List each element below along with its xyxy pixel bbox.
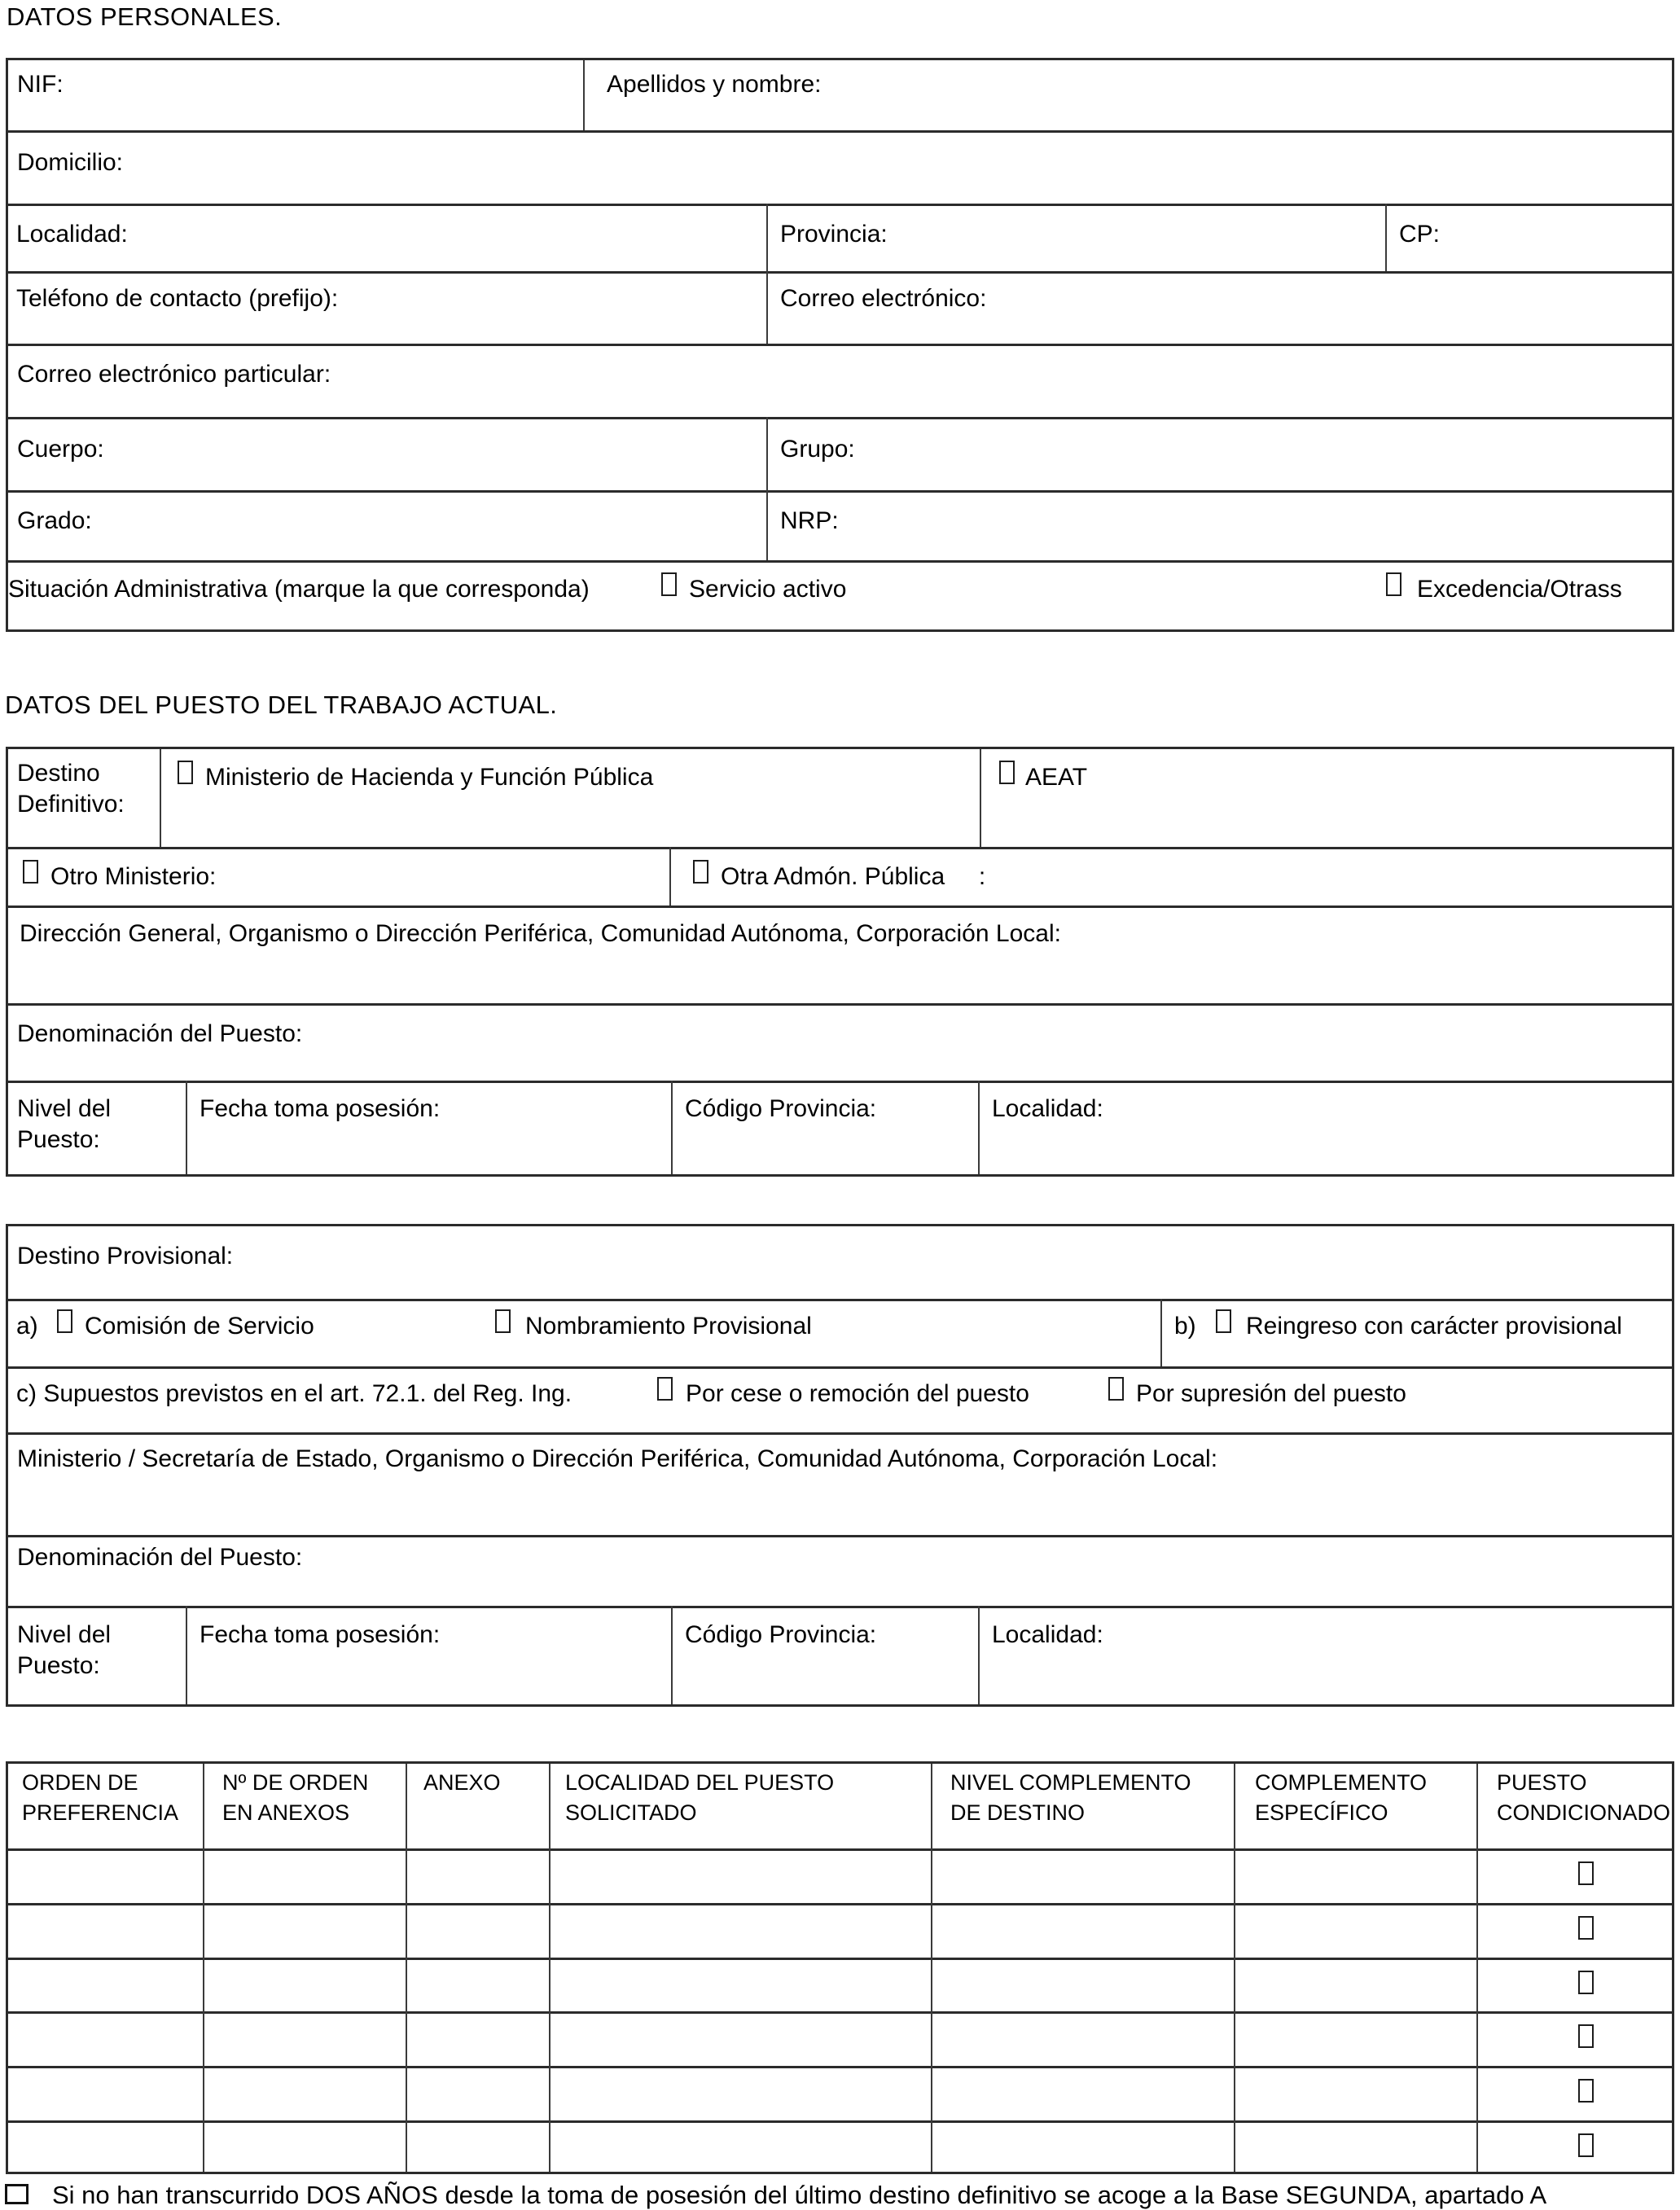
grid-line xyxy=(186,1081,187,1174)
reingreso-label: Reingreso con carácter provisional xyxy=(1246,1313,1622,1340)
otro-ministerio-label: Otro Ministerio: xyxy=(50,863,217,890)
grado-field-label: Grado: xyxy=(17,507,92,534)
grid-line xyxy=(671,1081,673,1174)
grid-line xyxy=(931,1764,932,2172)
domicilio-field-label: Domicilio: xyxy=(17,149,124,176)
checkbox-base-segunda[interactable] xyxy=(5,2184,29,2204)
footer-note: Si no han transcurrido DOS AÑOS desde la toma de posesión del último destino definitivo se acoge a la Base SEGUNDA, apartado A xyxy=(52,2181,1547,2209)
option-a-label: a) xyxy=(16,1313,38,1340)
grid-line xyxy=(8,271,1672,274)
provincia-field-label: Provincia: xyxy=(780,221,888,248)
grid-line xyxy=(8,1903,1672,1905)
cuerpo-field-label: Cuerpo: xyxy=(17,436,104,463)
localidad-field-label: Localidad: xyxy=(16,221,128,248)
checkbox-otra-admon[interactable] xyxy=(693,860,708,884)
grupo-field-label: Grupo: xyxy=(780,436,855,463)
destino-provisional-label: Destino Provisional: xyxy=(17,1243,234,1269)
section-title-datos-personales: DATOS PERSONALES. xyxy=(7,2,283,31)
option-c-label: c) Supuestos previstos en el art. 72.1. del Reg. Ing. xyxy=(16,1380,572,1407)
grid-line xyxy=(1234,1764,1235,2172)
grid-line xyxy=(978,1081,980,1174)
codigo-provincia2-label: Código Provincia: xyxy=(685,1621,877,1648)
grid-line xyxy=(8,1081,1672,1083)
localidad-puesto2-label: Localidad: xyxy=(992,1621,1103,1648)
aeat-label: AEAT xyxy=(1025,764,1088,791)
grid-line xyxy=(8,1432,1672,1435)
grid-line xyxy=(766,204,768,271)
por-cese-label: Por cese o remoción del puesto xyxy=(686,1380,1029,1407)
grid-line xyxy=(8,2011,1672,2014)
grid-line xyxy=(671,1606,673,1704)
column-header-orden-preferencia: ORDEN DE PREFERENCIA xyxy=(22,1770,179,1825)
grid-line xyxy=(8,1606,1672,1608)
grid-line xyxy=(549,1764,550,2172)
nivel-puesto2-label: Nivel del Puesto: xyxy=(17,1621,112,1679)
grid-line xyxy=(406,1764,407,2172)
grid-line xyxy=(8,204,1672,206)
section-title-puesto-actual: DATOS DEL PUESTO DEL TRABAJO ACTUAL. xyxy=(5,691,558,719)
direccion-general-label: Dirección General, Organismo o Dirección Periférica, Comunidad Autónoma, Corporación Local: xyxy=(20,920,1061,947)
correo-field-label: Correo electrónico: xyxy=(780,285,987,312)
grid-line xyxy=(8,417,1672,419)
checkbox-puesto-condicionado-row-2[interactable] xyxy=(1578,1916,1594,1940)
grid-line xyxy=(8,1535,1672,1537)
grid-line xyxy=(8,1366,1672,1369)
localidad-puesto-label: Localidad: xyxy=(992,1095,1103,1122)
checkbox-por-cese[interactable] xyxy=(657,1377,673,1401)
grid-line xyxy=(8,490,1672,493)
servicio-activo-label: Servicio activo xyxy=(689,576,847,603)
grid-line xyxy=(8,1958,1672,1960)
telefono-field-label: Teléfono de contacto (prefijo): xyxy=(16,285,339,312)
checkbox-servicio-activo[interactable] xyxy=(661,572,677,596)
fecha-posesion2-label: Fecha toma posesión: xyxy=(200,1621,441,1648)
por-supresion-label: Por supresión del puesto xyxy=(1136,1380,1406,1407)
grid-line xyxy=(1385,204,1387,271)
codigo-provincia-label: Código Provincia: xyxy=(685,1095,877,1122)
grid-line xyxy=(8,1003,1672,1006)
grid-line xyxy=(8,905,1672,908)
fecha-posesion-label: Fecha toma posesión: xyxy=(200,1095,441,1122)
destino-definitivo-label: Destino Definitivo: xyxy=(17,760,125,818)
column-header-anexo: ANEXO xyxy=(423,1770,501,1795)
nivel-puesto-label: Nivel del Puesto: xyxy=(17,1095,112,1153)
checkbox-comision-servicio[interactable] xyxy=(57,1309,72,1333)
grid-line xyxy=(203,1764,204,2172)
checkbox-excedencia[interactable] xyxy=(1386,572,1401,596)
checkbox-por-supresion[interactable] xyxy=(1108,1377,1124,1401)
grid-line xyxy=(8,1848,1672,1851)
grid-line xyxy=(8,1299,1672,1301)
checkbox-puesto-condicionado-row-5[interactable] xyxy=(1578,2079,1594,2103)
checkbox-puesto-condicionado-row-1[interactable] xyxy=(1578,1861,1594,1885)
column-header-complemento-especifico: COMPLEMENTO ESPECÍFICO xyxy=(1255,1770,1428,1825)
column-header-puesto-condicionado: PUESTO CONDICIONADO xyxy=(1497,1770,1671,1825)
grid-line xyxy=(766,271,768,344)
grid-line xyxy=(1160,1299,1162,1366)
table-datos-personales xyxy=(6,58,1674,632)
denominacion-puesto2-label: Denominación del Puesto: xyxy=(17,1544,303,1571)
apellidos-field-label: Apellidos y nombre: xyxy=(607,71,822,98)
grid-line xyxy=(978,1606,980,1704)
grid-line xyxy=(160,749,161,847)
nrp-field-label: NRP: xyxy=(780,507,839,534)
grid-line xyxy=(980,749,981,847)
ministerio-hacienda-label: Ministerio de Hacienda y Función Pública xyxy=(205,764,654,791)
grid-line xyxy=(186,1606,187,1704)
column-header-nivel-complemento: NIVEL COMPLEMENTO DE DESTINO xyxy=(950,1770,1191,1825)
grid-line xyxy=(8,130,1672,133)
checkbox-puesto-condicionado-row-4[interactable] xyxy=(1578,2024,1594,2048)
grid-line xyxy=(766,490,768,560)
grid-line xyxy=(766,417,768,490)
grid-line xyxy=(583,60,585,130)
ministerio-secretaria-label: Ministerio / Secretaría de Estado, Organismo o Dirección Periférica, Comunidad Autónoma, Corporación Local: xyxy=(17,1445,1218,1472)
grid-line xyxy=(8,560,1672,563)
excedencia-label: Excedencia/Otrass xyxy=(1417,576,1622,603)
grid-line xyxy=(8,2120,1672,2123)
column-header-num-orden: Nº DE ORDEN EN ANEXOS xyxy=(222,1770,369,1825)
checkbox-nombramiento-provisional[interactable] xyxy=(495,1309,511,1333)
denominacion-puesto-label: Denominación del Puesto: xyxy=(17,1020,303,1047)
comision-servicio-label: Comisión de Servicio xyxy=(85,1313,314,1340)
checkbox-otro-ministerio[interactable] xyxy=(23,860,38,884)
checkbox-reingreso[interactable] xyxy=(1216,1309,1231,1333)
grid-line xyxy=(8,344,1672,346)
option-b-label: b) xyxy=(1174,1313,1196,1340)
checkbox-aeat[interactable] xyxy=(999,761,1015,784)
otra-admon-label: Otra Admón. Pública : xyxy=(721,863,986,890)
cp-field-label: CP: xyxy=(1399,221,1441,248)
grid-line xyxy=(1476,1764,1478,2172)
nombramiento-provisional-label: Nombramiento Provisional xyxy=(525,1313,812,1340)
situacion-administrativa-label: Situación Administrativa (marque la que corresponda) xyxy=(8,576,590,603)
column-header-localidad-solicitado: LOCALIDAD DEL PUESTO SOLICITADO xyxy=(565,1770,835,1825)
checkbox-puesto-condicionado-row-6[interactable] xyxy=(1578,2133,1594,2157)
grid-line xyxy=(8,2066,1672,2068)
grid-line xyxy=(8,847,1672,849)
checkbox-ministerio-hacienda[interactable] xyxy=(178,761,193,784)
grid-line xyxy=(669,847,671,905)
nif-field-label: NIF: xyxy=(17,71,64,98)
correo-particular-field-label: Correo electrónico particular: xyxy=(17,361,331,388)
checkbox-puesto-condicionado-row-3[interactable] xyxy=(1578,1971,1594,1994)
